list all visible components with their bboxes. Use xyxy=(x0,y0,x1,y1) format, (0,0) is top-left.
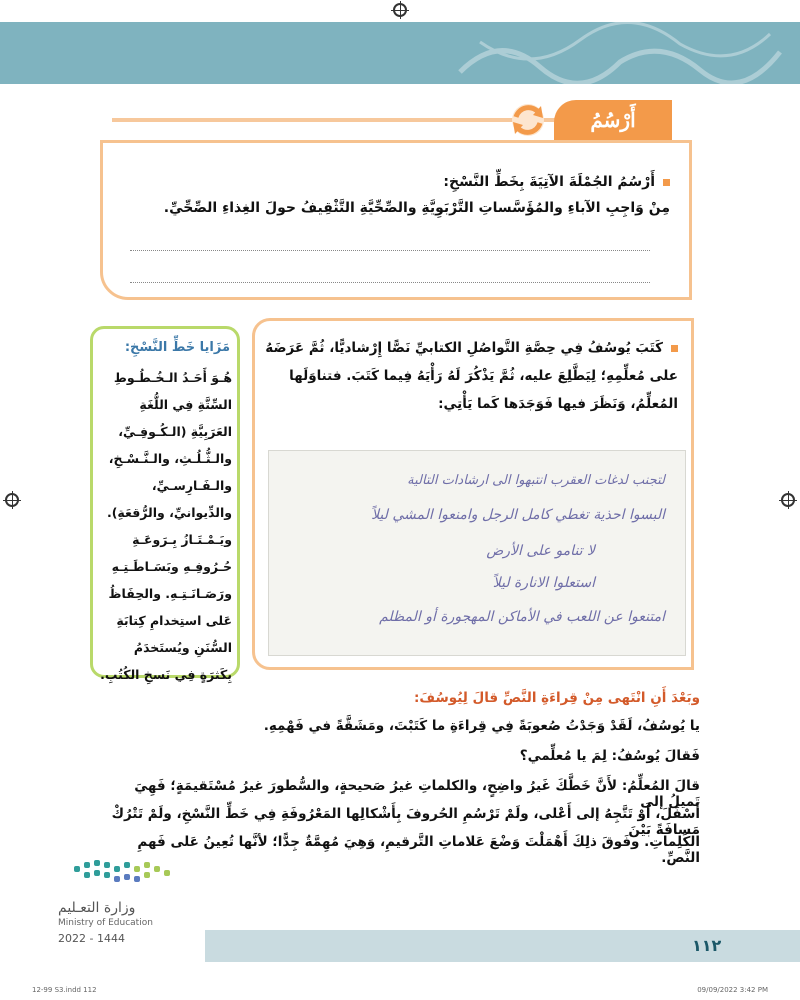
dialogue-line: قالَ المُعلِّمُ: لأَنَّ خَطَّكَ غَيرُ واضِحٍ، والكلماتِ غيرُ صَحيحةٍ، والسُّطورَ غيرُ مُسْتَقيمَةٍ؛ فَهِيَ تَميلُ إلى xyxy=(134,778,700,810)
dialogue-line: فَقالَ يُوسُفُ: لِمَ يا مُعلِّمي؟ xyxy=(519,748,700,764)
sidebar-text: هُـوَ أَحَـدُ الـخُـطُـوطِ السِّتَّةِ فِي اللُّغَةِ العَرَبِيَّةِ (الـكُـوفِـيِّ، والـثُّـلُـثِ، والـنَّـسْـخِ، والـفَـارِسـيِّ، والدِّيوانيِّ، والرُّقعَةِ). ويَـمْـتَـازُ بِـرَوعَـةِ حُـرُوفِـهِ وبَسَـاطَـتِـهِ ورَصَـانَـتِـهِ. والحِفَاظُ عَلى استِخدامِ كِتابَةِ السُّنَنِ ويُستَخدَمُ بِكَثرَةٍ فِي نَسخِ الكُتُبِ. xyxy=(100,370,232,682)
refresh-icon xyxy=(506,100,550,140)
sidebar-title: مَزَايا خَطِّ النَّسْخِ: xyxy=(124,340,230,355)
task-box-write-sentence xyxy=(100,140,692,300)
footer-file: 12-99 S3.indd 112 xyxy=(32,986,97,994)
handwriting-line: لتجنب لدغات العقرب انتبهوا الى ارشادات التالية xyxy=(407,473,665,488)
task1-sentence: مِنْ وَاجِبِ الآباءِ والمُؤَسَّساتِ التَّرْبَوِيَّةِ والصِّحِّيَّةِ التَّثْقِيفُ حولَ الغِذاءِ الصِّحِّيِّ. xyxy=(163,200,670,216)
bullet-icon xyxy=(663,179,670,186)
activity-title: أَرْسُمُ xyxy=(590,108,636,132)
registration-mark-left xyxy=(5,493,19,507)
handwriting-line: امتنعوا عن اللعب في الأماكن المهجورة أو المظلم xyxy=(379,609,665,625)
task1-instruction: أَرْسُمُ الجُمْلَةَ الآتِيَةَ بِخَطِّ النَّسْخِ: xyxy=(130,170,670,194)
ministry-year: 2022 - 1444 xyxy=(58,932,125,945)
registration-mark-right xyxy=(781,493,795,507)
ministry-logo-icon xyxy=(70,856,180,894)
bullet-icon xyxy=(671,345,678,352)
page-number: ١١٢ xyxy=(692,936,722,955)
footer-date: 09/09/2022 3:42 PM xyxy=(697,986,768,994)
task2-intro: كَتَبَ يُوسُفُ فِي حِصَّةِ التَّواصُلِ الكتابيِّ نَصًّا إِرْشاديًّا، ثُمَّ عَرَضَهُ على مُعلِّمِهِ؛ لِيَطَّلِعَ عليه، ثُمَّ يَذْكُرَ لَهُ رَأْيَهُ فِيما كَتَبَ. فتناوَلَها المُعلِّمُ، وَنَظَرَ فيها فَوَجَدَها كَما يَأْتِي: xyxy=(265,340,678,412)
arabic-calligraphy-pattern xyxy=(440,22,800,84)
ministry-branding xyxy=(58,900,208,945)
ministry-name-ar: وزارة التعـليم xyxy=(58,900,136,916)
activity-title-badge xyxy=(554,100,672,140)
dialogue-line: يا يُوسُفُ، لَقَدْ وَجَدْتُ صُعوبَةً فِي قِراءَةِ ما كَتَبْتَ، ومَشَقَّةً في فَهْمِهِ. xyxy=(263,718,700,734)
dialogue-line: الكَلِماتِ. وفَوقَ ذلِكَ أَهْمَلْتَ وَضْعَ عَلاماتِ التَّرقيمِ، وَهِيَ مُهِمَّةٌ جِدًّا؛ لأنَّها تُعِينُ عَلى فَهمِ النَّصِّ. xyxy=(137,834,700,866)
dialogue-line: أَسْفَلَ، أَوْ تَتَّجِهُ إلى أَعْلى، ولَمْ تَرْسُمِ الحُروفَ بِأَشْكالِها المَعْرُوفَةِ فِي خَطِّ النَّسْخِ، ولَمْ تَتْرُكْ مَسافَةً بَيْنَ xyxy=(111,806,700,838)
print-footer xyxy=(0,976,800,1000)
registration-mark-top xyxy=(393,3,407,17)
top-header-band xyxy=(0,22,800,84)
dialogue-lead: وبَعْدَ أَنِ انْتَهى مِنْ قِراءَةِ النَّصِّ قالَ لِيُوسُفَ: xyxy=(414,690,700,706)
writing-line-2[interactable] xyxy=(130,282,650,283)
ministry-name-en: Ministry of Education xyxy=(58,918,153,928)
handwriting-line: البسوا احذية تغطي كامل الرجل وامنعوا المشي ليلاً xyxy=(371,507,665,523)
handwritten-note-image xyxy=(268,450,686,656)
handwriting-line: لا تنامو على الأرض xyxy=(486,543,595,559)
handwriting-line: استعلوا الانارة ليلاً xyxy=(492,575,595,591)
writing-line-1[interactable] xyxy=(130,250,650,251)
